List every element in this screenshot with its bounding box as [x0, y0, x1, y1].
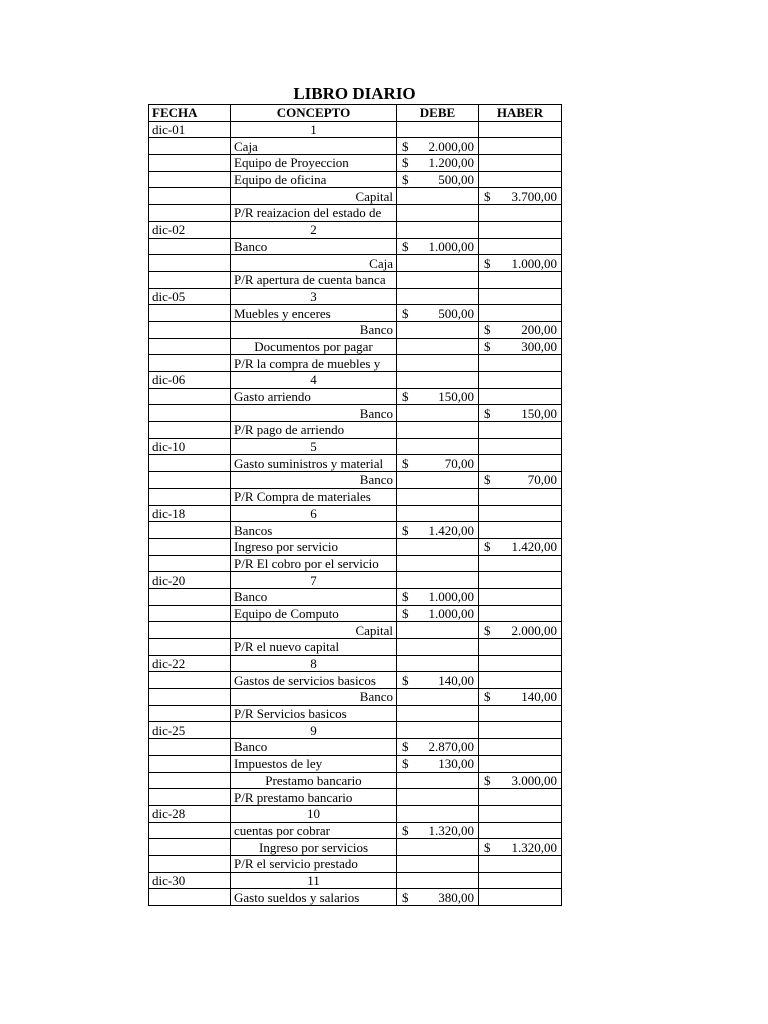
- cell-haber: [479, 805, 562, 822]
- cell-haber: [479, 872, 562, 889]
- table-row: [149, 805, 562, 822]
- table-row: [149, 555, 562, 572]
- cell-fecha: dic-20: [149, 572, 231, 589]
- cell-fecha: [149, 789, 231, 806]
- cell-haber: [479, 772, 562, 789]
- cell-fecha: [149, 388, 231, 405]
- cell-concepto: Banco: [231, 405, 397, 422]
- cell-debe: [397, 555, 479, 572]
- cell-haber: [479, 689, 562, 706]
- cell-debe: [397, 572, 479, 589]
- cell-haber: [479, 672, 562, 689]
- currency-symbol: $: [484, 772, 491, 788]
- cell-haber: [479, 321, 562, 338]
- cell-haber: [479, 538, 562, 555]
- cell-concepto: P/R prestamo bancario: [231, 789, 397, 806]
- cell-concepto: Banco: [231, 472, 397, 489]
- table-row: [149, 689, 562, 706]
- table-row: [149, 472, 562, 489]
- cell-haber: [479, 722, 562, 739]
- cell-haber: [479, 438, 562, 455]
- cell-debe: [397, 739, 479, 756]
- cell-debe: [397, 505, 479, 522]
- cell-fecha: dic-06: [149, 372, 231, 389]
- cell-concepto: Equipo de Computo: [231, 605, 397, 622]
- cell-debe: [397, 805, 479, 822]
- cell-fecha: [149, 889, 231, 906]
- table-row: [149, 372, 562, 389]
- table-row: [149, 455, 562, 472]
- cell-haber: [479, 338, 562, 355]
- cell-fecha: dic-05: [149, 288, 231, 305]
- cell-haber: [479, 238, 562, 255]
- cell-haber: [479, 155, 562, 172]
- currency-symbol: $: [402, 822, 409, 838]
- cell-concepto: Prestamo bancario: [231, 772, 397, 789]
- table-row: [149, 422, 562, 439]
- cell-debe: [397, 422, 479, 439]
- currency-symbol: $: [402, 455, 409, 471]
- cell-fecha: [149, 188, 231, 205]
- cell-haber: [479, 372, 562, 389]
- cell-concepto: 9: [231, 722, 397, 739]
- currency-symbol: $: [402, 155, 409, 171]
- cell-concepto: Caja: [231, 138, 397, 155]
- cell-fecha: [149, 705, 231, 722]
- cell-haber: [479, 639, 562, 656]
- cell-concepto: 2: [231, 221, 397, 238]
- cell-haber: [479, 305, 562, 322]
- amount-haber: 200,00: [521, 322, 557, 338]
- cell-debe: [397, 538, 479, 555]
- cell-debe: [397, 822, 479, 839]
- currency-symbol: $: [402, 889, 409, 905]
- currency-symbol: $: [402, 305, 409, 321]
- currency-symbol: $: [484, 689, 491, 705]
- table-row: [149, 288, 562, 305]
- cell-fecha: [149, 772, 231, 789]
- cell-debe: [397, 221, 479, 238]
- cell-fecha: [149, 622, 231, 639]
- cell-fecha: [149, 455, 231, 472]
- table-row: [149, 538, 562, 555]
- cell-fecha: [149, 405, 231, 422]
- currency-symbol: $: [484, 255, 491, 271]
- amount-haber: 1.320,00: [511, 839, 557, 855]
- table-row: [149, 839, 562, 856]
- cell-fecha: [149, 321, 231, 338]
- amount-haber: 1.420,00: [511, 539, 557, 555]
- cell-haber: [479, 705, 562, 722]
- cell-concepto: P/R El cobro por el servicio: [231, 555, 397, 572]
- cell-concepto: P/R el servicio prestado: [231, 855, 397, 872]
- cell-haber: [479, 171, 562, 188]
- cell-debe: [397, 605, 479, 622]
- cell-concepto: 6: [231, 505, 397, 522]
- cell-debe: [397, 305, 479, 322]
- cell-concepto: cuentas por cobrar: [231, 822, 397, 839]
- journal-body: [149, 121, 562, 905]
- cell-debe: [397, 338, 479, 355]
- cell-haber: [479, 488, 562, 505]
- table-row: [149, 388, 562, 405]
- cell-haber: [479, 588, 562, 605]
- amount-debe: 1.420,00: [428, 522, 474, 538]
- currency-symbol: $: [402, 522, 409, 538]
- cell-haber: [479, 255, 562, 272]
- cell-haber: [479, 455, 562, 472]
- cell-concepto: Banco: [231, 588, 397, 605]
- cell-concepto: Equipo de Proyeccion: [231, 155, 397, 172]
- currency-symbol: $: [484, 188, 491, 204]
- cell-concepto: 7: [231, 572, 397, 589]
- cell-haber: [479, 205, 562, 222]
- table-row: [149, 155, 562, 172]
- cell-concepto: P/R Servicios basicos: [231, 705, 397, 722]
- cell-debe: [397, 672, 479, 689]
- cell-haber: [479, 388, 562, 405]
- currency-symbol: $: [402, 172, 409, 188]
- column-header-haber: HABER: [479, 105, 562, 122]
- cell-concepto: 8: [231, 655, 397, 672]
- table-row: [149, 572, 562, 589]
- cell-concepto: Banco: [231, 689, 397, 706]
- table-row: [149, 238, 562, 255]
- cell-concepto: 10: [231, 805, 397, 822]
- cell-fecha: [149, 855, 231, 872]
- cell-debe: [397, 488, 479, 505]
- cell-debe: [397, 455, 479, 472]
- cell-debe: [397, 789, 479, 806]
- table-row: [149, 739, 562, 756]
- table-row: [149, 622, 562, 639]
- cell-fecha: [149, 538, 231, 555]
- cell-debe: [397, 372, 479, 389]
- cell-debe: [397, 288, 479, 305]
- cell-debe: [397, 472, 479, 489]
- table-row: [149, 438, 562, 455]
- table-row: [149, 722, 562, 739]
- cell-fecha: [149, 338, 231, 355]
- amount-debe: 150,00: [438, 389, 474, 405]
- cell-fecha: [149, 755, 231, 772]
- cell-debe: [397, 255, 479, 272]
- cell-concepto: Banco: [231, 321, 397, 338]
- cell-fecha: [149, 155, 231, 172]
- cell-fecha: [149, 689, 231, 706]
- cell-debe: [397, 622, 479, 639]
- cell-haber: [479, 355, 562, 372]
- table-row: [149, 588, 562, 605]
- cell-haber: [479, 138, 562, 155]
- amount-debe: 1.000,00: [428, 238, 474, 254]
- cell-debe: [397, 855, 479, 872]
- cell-haber: [479, 622, 562, 639]
- amount-debe: 1.320,00: [428, 822, 474, 838]
- cell-concepto: 11: [231, 872, 397, 889]
- cell-fecha: dic-02: [149, 221, 231, 238]
- cell-haber: [479, 605, 562, 622]
- currency-symbol: $: [484, 322, 491, 338]
- cell-haber: [479, 889, 562, 906]
- cell-haber: [479, 839, 562, 856]
- cell-concepto: Banco: [231, 739, 397, 756]
- table-row: [149, 822, 562, 839]
- cell-fecha: [149, 205, 231, 222]
- currency-symbol: $: [402, 238, 409, 254]
- table-row: [149, 271, 562, 288]
- cell-haber: [479, 755, 562, 772]
- cell-concepto: 4: [231, 372, 397, 389]
- table-row: [149, 121, 562, 138]
- table-row: [149, 772, 562, 789]
- cell-debe: [397, 655, 479, 672]
- amount-debe: 70,00: [444, 455, 474, 471]
- column-header-fecha: FECHA: [149, 105, 231, 122]
- amount-debe: 2.000,00: [428, 138, 474, 154]
- cell-fecha: [149, 739, 231, 756]
- cell-haber: [479, 789, 562, 806]
- amount-debe: 1.200,00: [428, 155, 474, 171]
- amount-debe: 1.000,00: [428, 589, 474, 605]
- cell-concepto: Equipo de oficina: [231, 171, 397, 188]
- table-row: [149, 321, 562, 338]
- cell-concepto: Gasto suministros y material: [231, 455, 397, 472]
- cell-fecha: [149, 355, 231, 372]
- table-row: [149, 305, 562, 322]
- cell-fecha: [149, 639, 231, 656]
- cell-concepto: Gastos de servicios basicos: [231, 672, 397, 689]
- currency-symbol: $: [484, 539, 491, 555]
- column-header-debe: DEBE: [397, 105, 479, 122]
- amount-debe: 130,00: [438, 756, 474, 772]
- cell-debe: [397, 171, 479, 188]
- cell-debe: [397, 588, 479, 605]
- amount-debe: 2.870,00: [428, 739, 474, 755]
- amount-debe: 500,00: [438, 305, 474, 321]
- currency-symbol: $: [484, 622, 491, 638]
- cell-concepto: Gasto sueldos y salarios: [231, 889, 397, 906]
- cell-fecha: [149, 171, 231, 188]
- cell-haber: [479, 271, 562, 288]
- table-row: [149, 171, 562, 188]
- cell-concepto: Ingreso por servicios: [231, 839, 397, 856]
- cell-concepto: Bancos: [231, 522, 397, 539]
- currency-symbol: $: [402, 605, 409, 621]
- cell-concepto: 3: [231, 288, 397, 305]
- amount-debe: 1.000,00: [428, 605, 474, 621]
- cell-haber: [479, 472, 562, 489]
- currency-symbol: $: [484, 338, 491, 354]
- amount-debe: 140,00: [438, 672, 474, 688]
- amount-haber: 300,00: [521, 338, 557, 354]
- table-row: [149, 522, 562, 539]
- table-row: [149, 188, 562, 205]
- table-row: [149, 405, 562, 422]
- cell-fecha: dic-10: [149, 438, 231, 455]
- cell-fecha: [149, 138, 231, 155]
- cell-debe: [397, 689, 479, 706]
- cell-haber: [479, 188, 562, 205]
- amount-debe: 380,00: [438, 889, 474, 905]
- cell-concepto: P/R pago de arriendo: [231, 422, 397, 439]
- table-row: [149, 655, 562, 672]
- cell-debe: [397, 405, 479, 422]
- cell-concepto: P/R el nuevo capital: [231, 639, 397, 656]
- cell-debe: [397, 205, 479, 222]
- cell-haber: [479, 655, 562, 672]
- cell-concepto: Documentos por pagar: [231, 338, 397, 355]
- cell-debe: [397, 839, 479, 856]
- currency-symbol: $: [484, 405, 491, 421]
- cell-fecha: [149, 555, 231, 572]
- cell-concepto: P/R reaizacion del estado de: [231, 205, 397, 222]
- table-row: [149, 705, 562, 722]
- table-row: [149, 338, 562, 355]
- table-row: [149, 205, 562, 222]
- cell-concepto: Banco: [231, 238, 397, 255]
- cell-haber: [479, 221, 562, 238]
- currency-symbol: $: [402, 739, 409, 755]
- amount-haber: 1.000,00: [511, 255, 557, 271]
- cell-haber: [479, 288, 562, 305]
- cell-haber: [479, 822, 562, 839]
- cell-debe: [397, 321, 479, 338]
- cell-fecha: dic-18: [149, 505, 231, 522]
- table-row: [149, 789, 562, 806]
- amount-haber: 140,00: [521, 689, 557, 705]
- cell-fecha: [149, 839, 231, 856]
- cell-fecha: dic-22: [149, 655, 231, 672]
- table-row: [149, 672, 562, 689]
- table-row: [149, 639, 562, 656]
- cell-concepto: Gasto arriendo: [231, 388, 397, 405]
- cell-concepto: 5: [231, 438, 397, 455]
- cell-concepto: Muebles y enceres: [231, 305, 397, 322]
- cell-fecha: [149, 255, 231, 272]
- cell-debe: [397, 238, 479, 255]
- cell-haber: [479, 572, 562, 589]
- amount-haber: 3.000,00: [511, 772, 557, 788]
- cell-debe: [397, 772, 479, 789]
- table-row: [149, 221, 562, 238]
- cell-fecha: [149, 588, 231, 605]
- cell-concepto: Impuestos de ley: [231, 755, 397, 772]
- cell-concepto: Capital: [231, 622, 397, 639]
- amount-haber: 70,00: [527, 472, 557, 488]
- cell-haber: [479, 855, 562, 872]
- amount-haber: 3.700,00: [511, 188, 557, 204]
- cell-haber: [479, 121, 562, 138]
- cell-fecha: dic-25: [149, 722, 231, 739]
- cell-debe: [397, 388, 479, 405]
- cell-fecha: dic-30: [149, 872, 231, 889]
- cell-debe: [397, 755, 479, 772]
- amount-haber: 2.000,00: [511, 622, 557, 638]
- cell-fecha: [149, 488, 231, 505]
- table-header-row: [149, 105, 562, 122]
- cell-haber: [479, 739, 562, 756]
- currency-symbol: $: [402, 138, 409, 154]
- table-row: [149, 605, 562, 622]
- cell-debe: [397, 438, 479, 455]
- cell-haber: [479, 522, 562, 539]
- cell-concepto: Caja: [231, 255, 397, 272]
- cell-concepto: P/R la compra de muebles y: [231, 355, 397, 372]
- table-row: [149, 755, 562, 772]
- currency-symbol: $: [402, 389, 409, 405]
- table-row: [149, 488, 562, 505]
- cell-debe: [397, 889, 479, 906]
- cell-debe: [397, 722, 479, 739]
- table-row: [149, 138, 562, 155]
- cell-haber: [479, 405, 562, 422]
- cell-debe: [397, 522, 479, 539]
- table-row: [149, 355, 562, 372]
- cell-fecha: [149, 605, 231, 622]
- cell-fecha: [149, 672, 231, 689]
- currency-symbol: $: [484, 472, 491, 488]
- cell-fecha: [149, 238, 231, 255]
- cell-fecha: dic-28: [149, 805, 231, 822]
- cell-haber: [479, 505, 562, 522]
- table-row: [149, 505, 562, 522]
- cell-concepto: P/R Compra de materiales: [231, 488, 397, 505]
- currency-symbol: $: [402, 589, 409, 605]
- cell-concepto: P/R apertura de cuenta banca: [231, 271, 397, 288]
- cell-fecha: [149, 271, 231, 288]
- cell-fecha: [149, 822, 231, 839]
- cell-debe: [397, 271, 479, 288]
- cell-debe: [397, 121, 479, 138]
- table-row: [149, 255, 562, 272]
- page-title: LIBRO DIARIO: [293, 84, 416, 103]
- cell-debe: [397, 639, 479, 656]
- currency-symbol: $: [402, 672, 409, 688]
- cell-fecha: [149, 472, 231, 489]
- amount-debe: 500,00: [438, 172, 474, 188]
- table-row: [149, 872, 562, 889]
- table-row: [149, 855, 562, 872]
- cell-fecha: [149, 305, 231, 322]
- cell-haber: [479, 422, 562, 439]
- cell-debe: [397, 705, 479, 722]
- cell-debe: [397, 188, 479, 205]
- amount-haber: 150,00: [521, 405, 557, 421]
- currency-symbol: $: [402, 756, 409, 772]
- cell-concepto: Capital: [231, 188, 397, 205]
- journal-table: [148, 104, 562, 906]
- cell-debe: [397, 872, 479, 889]
- column-header-concepto: CONCEPTO: [231, 105, 397, 122]
- cell-fecha: [149, 422, 231, 439]
- cell-concepto: 1: [231, 121, 397, 138]
- cell-debe: [397, 355, 479, 372]
- cell-debe: [397, 138, 479, 155]
- cell-fecha: dic-01: [149, 121, 231, 138]
- currency-symbol: $: [484, 839, 491, 855]
- table-row: [149, 889, 562, 906]
- cell-haber: [479, 555, 562, 572]
- cell-debe: [397, 155, 479, 172]
- cell-concepto: Ingreso por servicio: [231, 538, 397, 555]
- cell-fecha: [149, 522, 231, 539]
